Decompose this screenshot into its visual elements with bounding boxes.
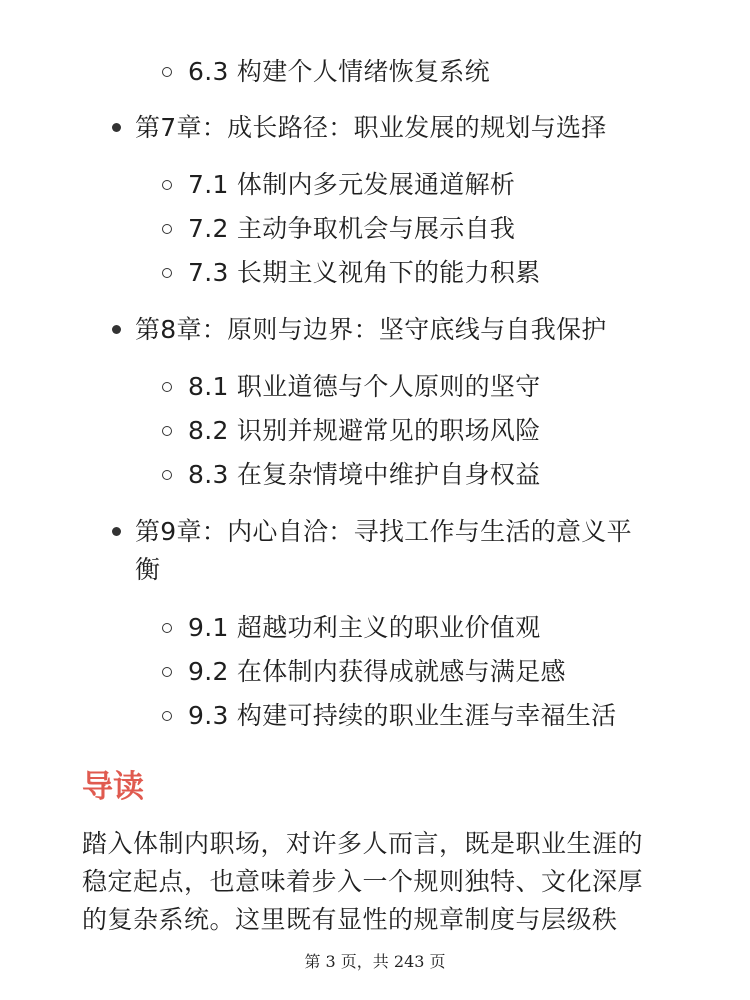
toc-subsection: 6.3 构建个人情绪恢复系统 bbox=[188, 57, 490, 86]
toc-subsection: 8.2 识别并规避常见的职场风险 bbox=[188, 416, 541, 445]
disc-bullet-icon bbox=[112, 123, 121, 132]
disc-bullet-icon bbox=[112, 527, 121, 536]
circle-bullet-icon bbox=[162, 470, 172, 480]
circle-bullet-icon bbox=[162, 382, 172, 392]
toc-subsection: 9.2 在体制内获得成就感与满足感 bbox=[188, 657, 566, 686]
circle-bullet-icon bbox=[162, 180, 172, 190]
toc-subsection: 8.3 在复杂情境中维护自身权益 bbox=[188, 460, 541, 489]
toc-subsection: 8.1 职业道德与个人原则的坚守 bbox=[188, 372, 541, 401]
circle-bullet-icon bbox=[162, 67, 172, 77]
toc-subsection: 7.1 体制内多元发展通道解析 bbox=[188, 170, 516, 199]
circle-bullet-icon bbox=[162, 426, 172, 436]
toc-subsection: 9.1 超越功利主义的职业价值观 bbox=[188, 613, 541, 642]
toc-chapter: 第9章：内心自洽：寻找工作与生活的意义平 bbox=[135, 517, 632, 546]
circle-bullet-icon bbox=[162, 667, 172, 677]
paragraph-line: 的复杂系统。这里既有显性的规章制度与层级秩 bbox=[82, 905, 618, 934]
circle-bullet-icon bbox=[162, 268, 172, 278]
circle-bullet-icon bbox=[162, 711, 172, 721]
disc-bullet-icon bbox=[112, 325, 121, 334]
toc-subsection: 7.2 主动争取机会与展示自我 bbox=[188, 214, 516, 243]
section-heading: 导读 bbox=[82, 769, 144, 805]
toc-chapter: 第7章：成长路径：职业发展的规划与选择 bbox=[135, 113, 607, 142]
circle-bullet-icon bbox=[162, 224, 172, 234]
toc-subsection: 7.3 长期主义视角下的能力积累 bbox=[188, 258, 541, 287]
paragraph-line: 踏入体制内职场，对许多人而言，既是职业生涯的 bbox=[82, 829, 644, 858]
page-footer: 第 3 页，共 243 页 bbox=[304, 952, 446, 971]
toc-chapter-continuation: 衡 bbox=[135, 555, 161, 584]
paragraph-line: 稳定起点，也意味着步入一个规则独特、文化深厚 bbox=[82, 867, 644, 896]
circle-bullet-icon bbox=[162, 623, 172, 633]
toc-chapter: 第8章：原则与边界：坚守底线与自我保护 bbox=[135, 315, 607, 344]
toc-subsection: 9.3 构建可持续的职业生涯与幸福生活 bbox=[188, 701, 617, 730]
